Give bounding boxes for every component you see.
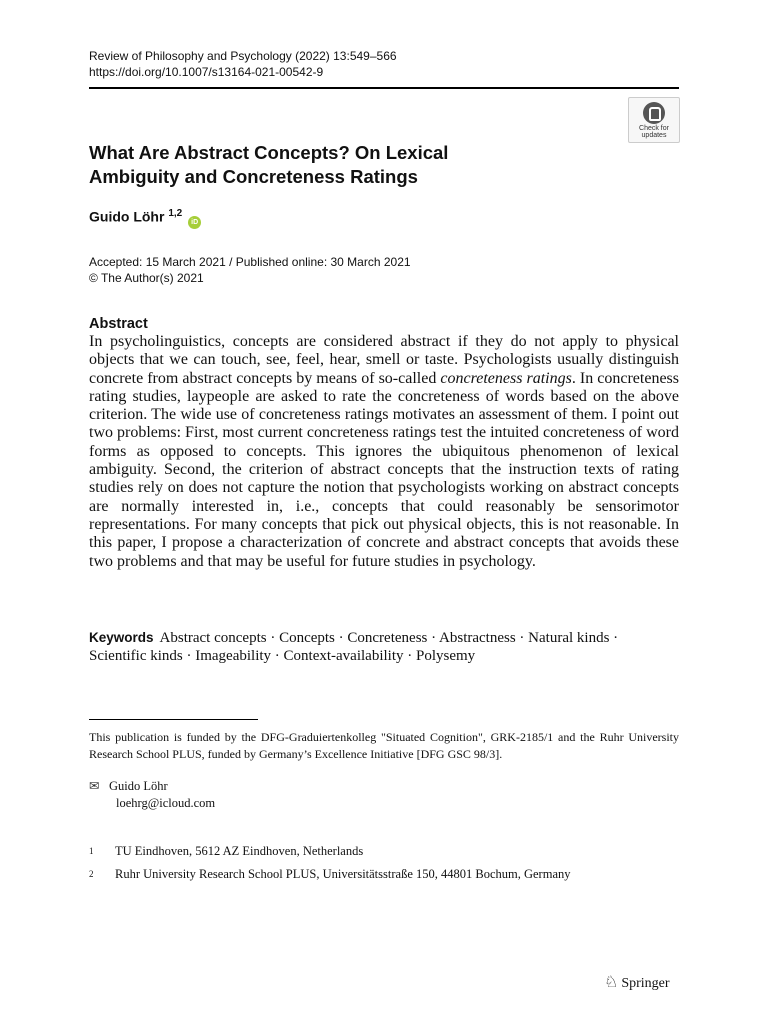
affiliation-2 (89, 866, 571, 882)
author-affiliation-marks: 1,2 (168, 208, 183, 219)
author-name[interactable]: Guido Löhr (89, 208, 165, 225)
header-rule (89, 87, 679, 89)
copyright-notice: © The Author(s) 2021 (89, 271, 204, 285)
bookmark-icon (643, 102, 665, 124)
affiliation-text: TU Eindhoven, 5612 AZ Eindhoven, Netherlands (115, 844, 364, 858)
abstract-heading: Abstract (89, 316, 148, 332)
footnote-rule (89, 719, 258, 720)
doi-link[interactable]: https://doi.org/10.1007/s13164-021-00542-9 (89, 65, 324, 79)
abstract-part-2: . In concreteness rating studies, laypeople are asked to rate the concreteness of words based on the above criterion. The wide use of concreteness ratings motivates an assessment of them. I point out two problems: First, most current concreteness ratings test the intuited concreteness of word forms as opposed to concepts. This ignores the ubiquitous phenomenon of lexical ambiguity. Second, the criterion of abstract concepts that the instruction texts of rating studies rely on does not capture the notion that psychologists working on abstract concepts are normally interested in, i.e., concepts that could reasonably be sensorimotor representations. For many concepts that pick out physical objects, this is not reasonable. In this paper, I propose a characterization of concrete and abstract concepts that avoids these two problems and that may be useful for future studies in psychology. (89, 369, 679, 570)
orcid-icon[interactable]: iD (188, 216, 201, 229)
publisher-logo (604, 972, 670, 992)
envelope-icon: ✉ (89, 779, 100, 793)
journal-citation: Review of Philosophy and Psychology (2022) 13:549–566 (89, 49, 397, 63)
springer-horse-icon: ♘ (604, 974, 619, 991)
keywords-section (89, 629, 679, 666)
accepted-published-dates: Accepted: 15 March 2021 / Published online: 30 March 2021 (89, 255, 411, 269)
affiliation-number: 2 (89, 869, 94, 879)
keywords-list: Abstract concepts · Concepts · Concreteness · Abstractness · Natural kinds · Scientific kinds · Imageability · Context-availability · Polysemy (89, 630, 619, 665)
affiliation-text: Ruhr University Research School PLUS, Universitätsstraße 150, 44801 Bochum, Germany (115, 867, 571, 881)
abstract-text (89, 333, 679, 571)
affiliation-1 (89, 843, 363, 859)
affiliation-number: 1 (89, 846, 94, 856)
article-title (89, 141, 649, 189)
author-line (89, 208, 201, 229)
title-line-2: Ambiguity and Concreteness Ratings (89, 166, 418, 187)
contact-name: Guido Löhr (109, 779, 168, 793)
abstract-italic-term: concreteness ratings (440, 369, 572, 387)
funding-note: This publication is funded by the DFG-Graduiertenkolleg "Situated Cognition", GRK-2185/1 and the Ruhr University Research School PLUS, funded by Germany’s Excellence Initiative [DFG GSC 98/3]. (89, 730, 679, 761)
publication-dates (89, 254, 411, 286)
contact-email[interactable]: loehrg@icloud.com (116, 795, 216, 810)
badge-line-2: updates (641, 132, 667, 139)
title-line-1: What Are Abstract Concepts? On Lexical (89, 142, 449, 163)
keywords-label: Keywords (89, 630, 154, 645)
publisher-name: Springer (621, 976, 670, 991)
check-for-updates-badge[interactable] (628, 97, 680, 143)
corresponding-author (89, 778, 215, 811)
badge-line-1: Check for (639, 125, 669, 132)
abstract-part-1: In psycholinguistics, concepts are considered abstract if they do not apply to physical objects that we can touch, see, feel, hear, smell or taste. Psychologists usually distinguish concrete from abstract concepts by means of so-called (89, 333, 679, 387)
journal-header (89, 48, 397, 80)
